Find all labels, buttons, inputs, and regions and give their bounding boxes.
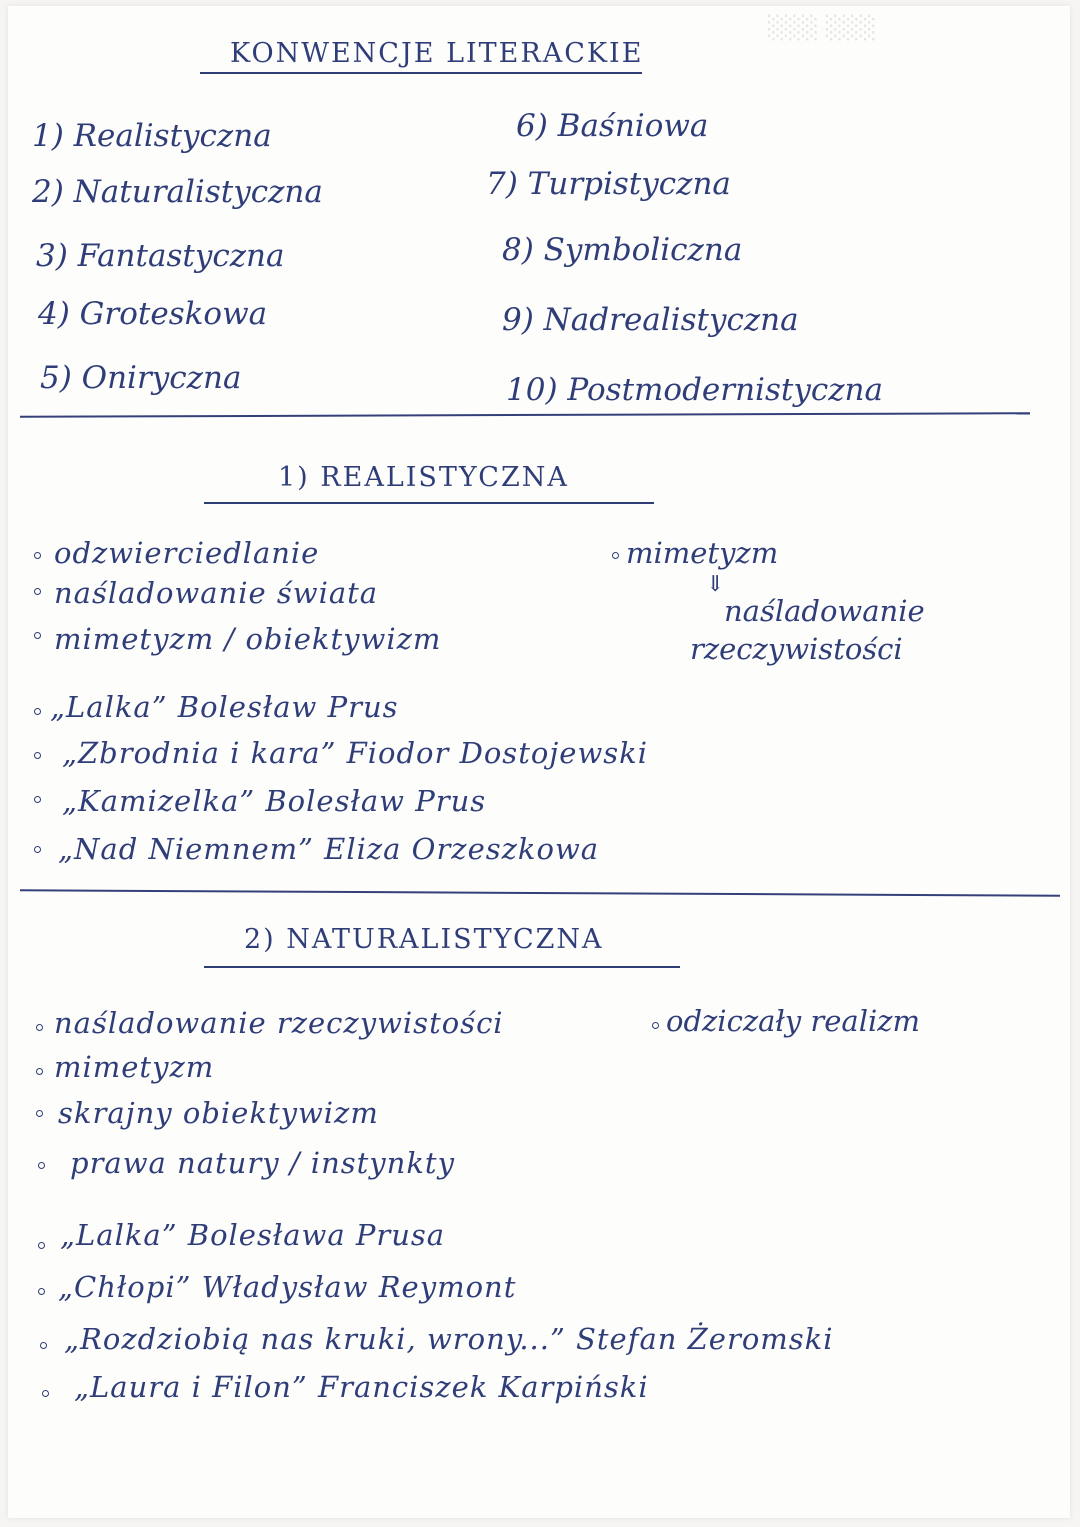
- bullet-dot: [34, 752, 41, 759]
- bullet-dot: [38, 1242, 45, 1249]
- convention-item: 7) Turpistyczna: [486, 166, 731, 202]
- bullet-dot: [36, 1024, 43, 1031]
- side-note-line: naśladowanie: [724, 594, 925, 628]
- bullet-text: „Lalka” Bolesława Prusa: [60, 1218, 446, 1252]
- side-note-odziczaly-realizm: odziczały realizm: [666, 1004, 921, 1038]
- section-divider: [20, 889, 1060, 896]
- convention-item: 9) Nadrealistyczna: [502, 302, 799, 338]
- side-note-mimetyzm: mimetyzm: [626, 536, 779, 570]
- bullet-dot: [612, 552, 619, 559]
- bullet-dot: [652, 1022, 659, 1029]
- bullet-dot: [42, 1390, 49, 1397]
- bullet-dot: [34, 632, 41, 639]
- convention-item: 3) Fantastyczna: [36, 238, 285, 274]
- bullet-text: naśladowanie rzeczywistości: [54, 1006, 504, 1040]
- convention-item: 10) Postmodernistyczna: [506, 372, 883, 408]
- section-divider: [20, 412, 1030, 418]
- bullet-dot: [34, 588, 41, 595]
- bleed-through-text: ░░░ ░░░: [768, 16, 877, 41]
- bullet-dot: [34, 708, 41, 715]
- convention-item: 8) Symboliczna: [502, 232, 743, 268]
- title-underline: [200, 72, 642, 74]
- section-title-underline: [204, 966, 680, 968]
- bullet-text: odzwierciedlanie: [54, 536, 320, 570]
- page-title: KONWENCJE LITERACKIE: [230, 38, 644, 69]
- bullet-dot: [40, 1342, 47, 1349]
- section-title-naturalistyczna: 2) NATURALISTYCZNA: [244, 924, 604, 955]
- convention-item: 5) Oniryczna: [40, 360, 242, 396]
- section-title-underline: [204, 502, 654, 504]
- bullet-dot: [34, 552, 41, 559]
- side-note-line: rzeczywistości: [690, 632, 903, 666]
- bullet-text: „Kamizelka” Bolesław Prus: [62, 784, 487, 818]
- bullet-text: „Chłopi” Władysław Reymont: [58, 1270, 517, 1304]
- bullet-text: „Nad Niemnem” Eliza Orzeszkowa: [58, 832, 600, 866]
- bullet-dot: [36, 1068, 43, 1075]
- bullet-dot: [36, 1110, 43, 1117]
- bullet-text: skrajny obiektywizm: [58, 1096, 379, 1130]
- bullet-text: „Lalka” Bolesław Prus: [50, 690, 399, 724]
- implies-arrow-icon: ⇓: [706, 572, 725, 597]
- bullet-text: „Rozdziobią nas kruki, wrony...” Stefan Żeromski: [64, 1322, 834, 1356]
- bullet-dot: [38, 1162, 45, 1169]
- bullet-dot: [38, 1288, 45, 1295]
- bullet-text: prawa natury / instynkty: [70, 1146, 455, 1180]
- convention-item: 1) Realistyczna: [32, 118, 272, 154]
- bullet-text: mimetyzm / obiektywizm: [54, 622, 442, 656]
- bullet-text: „Laura i Filon” Franciszek Karpiński: [74, 1370, 649, 1404]
- bullet-text: mimetyzm: [54, 1050, 215, 1084]
- convention-item: 4) Groteskowa: [38, 296, 268, 332]
- convention-item: 6) Baśniowa: [516, 108, 709, 144]
- notebook-page: [8, 6, 1070, 1518]
- section-title-realistyczna: 1) REALISTYCZNA: [278, 462, 569, 493]
- bullet-text: „Zbrodnia i kara” Fiodor Dostojewski: [62, 736, 649, 770]
- bullet-dot: [34, 796, 41, 803]
- bullet-dot: [34, 846, 41, 853]
- bullet-text: naśladowanie świata: [54, 576, 379, 610]
- convention-item: 2) Naturalistyczna: [32, 174, 323, 210]
